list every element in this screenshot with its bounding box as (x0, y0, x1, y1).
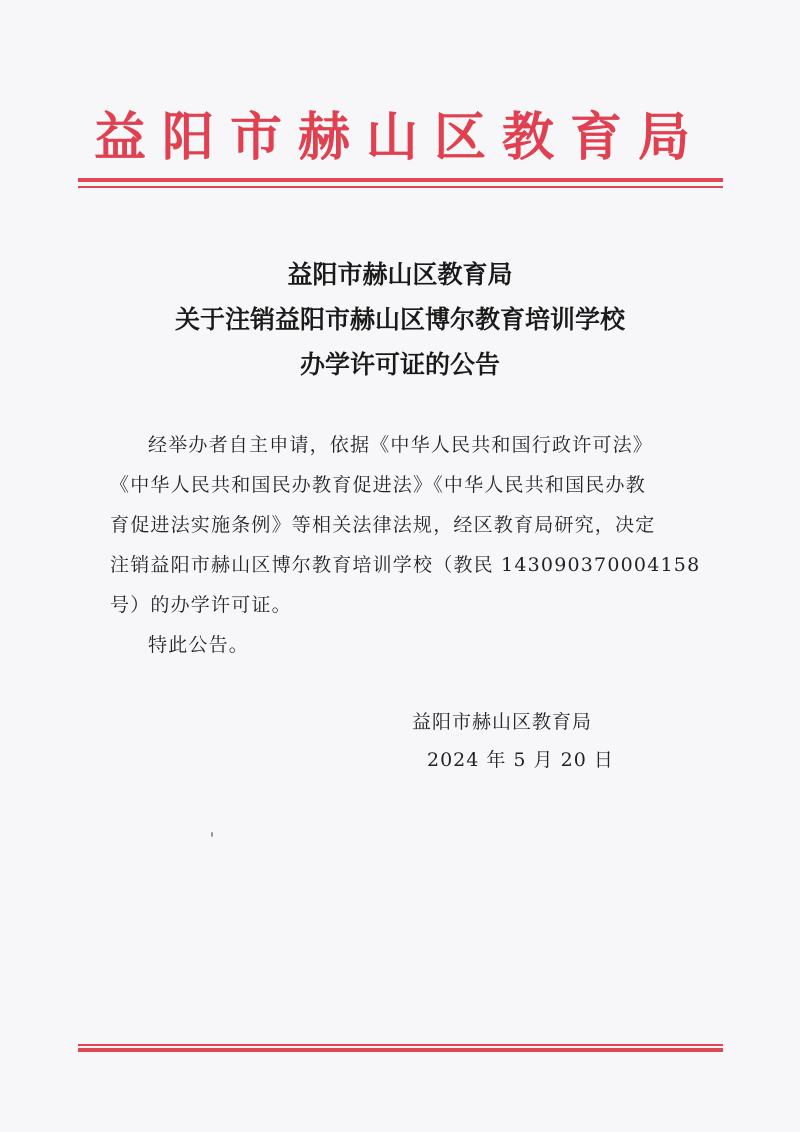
footer-rule-thick (78, 1048, 723, 1052)
body-line-1: 经举办者自主申请，依据《中华人民共和国行政许可法》 (148, 434, 654, 456)
document-body (110, 425, 700, 665)
body-line-2: 《中华人民共和国民办教育促进法》《中华人民共和国民办教 (110, 474, 646, 496)
title-line-1: 益阳市赫山区教育局 (287, 260, 513, 289)
title-line-2: 关于注销益阳市赫山区博尔教育培训学校 (174, 305, 625, 334)
header-rule-thick (78, 178, 723, 182)
title-line-3: 办学许可证的公告 (299, 350, 500, 379)
masthead-header: 益阳市赫山区教育局 (93, 108, 706, 168)
closing-line: 特此公告。 (148, 634, 250, 656)
signature-organization: 益阳市赫山区教育局 (412, 711, 593, 733)
scan-speck (211, 832, 213, 837)
body-line-3: 育促进法实施条例》等相关法律法规，经区教育局研究，决定 (110, 514, 656, 536)
header-rule-thin (78, 186, 723, 188)
body-line-5: 号）的办学许可证。 (110, 594, 292, 616)
signature-date: 2024 年 5 月 20 日 (427, 749, 614, 771)
body-line-4: 注销益阳市赫山区博尔教育培训学校（教民 143090370004158 (110, 554, 701, 576)
document-title (0, 252, 800, 387)
footer-rule-thin (78, 1044, 723, 1046)
